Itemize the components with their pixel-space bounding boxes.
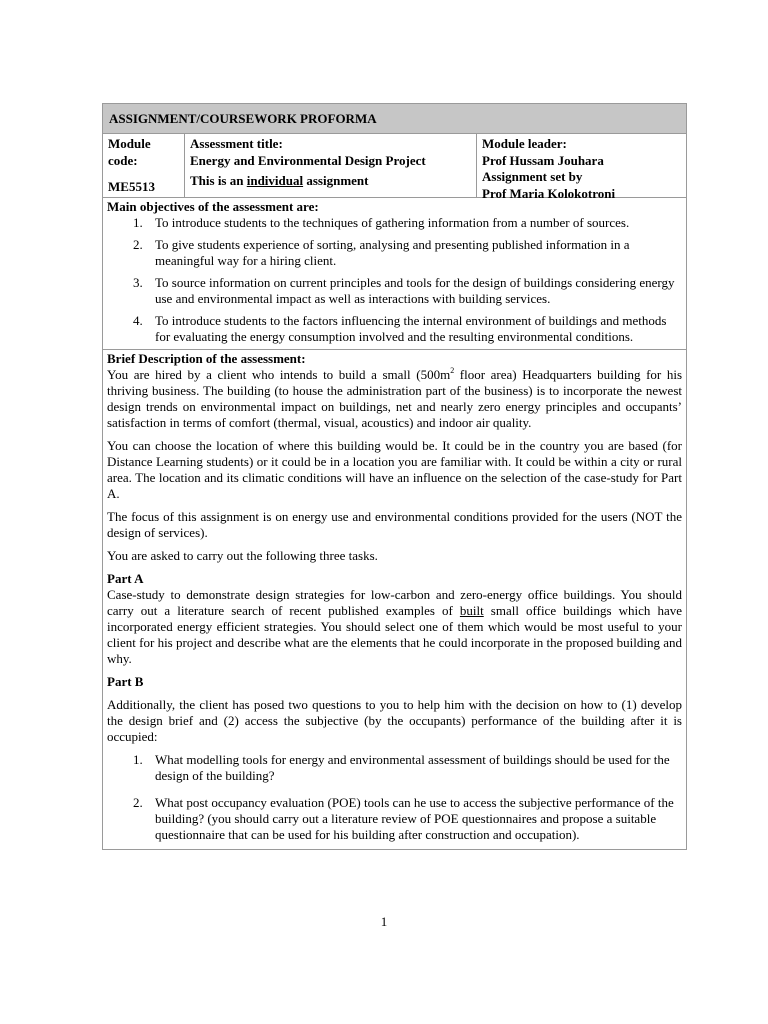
module-leader-label: Module leader: — [482, 136, 567, 151]
module-code-value: ME5513 — [108, 178, 155, 194]
objective-item: 4. To introduce students to the factors influencing the internal environment of buildings and methods for evaluating the energy consumption involved and the resulting environmental conditions. — [133, 313, 667, 344]
module-info-row — [103, 134, 686, 201]
part-b-question: 2. What post occupancy evaluation (POE) tools can he use to access the subjective performance of the building? (you should carry out a literature review of POE questionnaires and propose a suitable questionnaire that can be used for his building after construction and occupation). — [133, 795, 674, 842]
part-a-heading: Part A — [107, 571, 144, 586]
proforma-table — [102, 103, 687, 850]
objective-item: 1. To introduce students to the techniques of gathering information from a number of sources. — [133, 215, 630, 230]
module-leader-cell — [477, 134, 686, 201]
assessment-title-value: Energy and Environmental Design Project — [190, 152, 426, 168]
part-b-question: 1. What modelling tools for energy and environmental assessment of buildings should be used for the design of the building? — [133, 752, 670, 783]
module-code-label-line2: code: — [108, 152, 138, 168]
assessment-title-cell — [185, 134, 477, 197]
individual-prefix: This is an — [190, 173, 247, 188]
objectives-list — [107, 215, 682, 345]
part-b-intro: Additionally, the client has posed two questions to you to help him with the decision on how to (1) develop the design brief and (2) access the subjective (by the occupants) performance of the building after it is occupied: — [107, 697, 682, 744]
part-b-heading: Part B — [107, 674, 144, 689]
brief-paragraph-3: The focus of this assignment is on energy use and environmental conditions provided for the users (NOT the design of services). — [107, 509, 682, 540]
assignment-set-by-label: Assignment set by — [482, 169, 583, 184]
objective-item: 2. To give students experience of sorting, analysing and presenting published information in a meaningful way for a hiring client. — [133, 237, 630, 268]
module-leader-name: Prof Hussam Jouhara — [482, 152, 604, 168]
individual-assignment-note — [190, 173, 471, 190]
assessment-title-label: Assessment title: — [190, 136, 283, 151]
module-code-label-line1: Module — [108, 136, 151, 151]
brief-description-section — [103, 350, 686, 849]
assignment-set-by-name: Prof Maria Kolokotroni — [482, 185, 616, 201]
page-number: 1 — [380, 914, 388, 929]
objectives-section — [103, 198, 686, 350]
brief-paragraph-1: You are hired by a client who intends to build a small ($500m^2$ floor area) Headquarters building for his thriving business. The building (to house the administration part of the business) is to incorporate the newest design trends on environmental impact on buildings, net and nearly zero energy principles and occupants’ satisfaction in terms of comfort (thermal, visual, acoustics) and indoor air quality. — [107, 365, 682, 430]
proforma-title: ASSIGNMENT/COURSEWORK PROFORMA — [103, 104, 686, 134]
individual-suffix: assignment — [303, 173, 369, 188]
individual-word: individual — [246, 173, 304, 188]
objectives-heading: Main objectives of the assessment are: — [107, 199, 319, 214]
brief-heading: Brief Description of the assessment: — [107, 351, 306, 366]
brief-paragraph-2: You can choose the location of where this building would be. It could be in the country you are based (for Distance Learning students) or it could be in a location you are familiar with. It could be within a city or rural area. The location and its climatic conditions will have an influence on the selection of the case-study for Part A. — [107, 438, 682, 501]
module-code-cell — [103, 134, 185, 197]
part-a-text: Case-study to demonstrate design strategies for low-carbon and zero-energy office buildings. You should carry out a literature search of recent published examples of built small office buildings which have incorporated energy efficient strategies. You should select one of them which would be most useful to your client for his project and describe what are the elements that he could incorporate in the proposed building and why. — [107, 587, 682, 666]
part-b-questions — [107, 752, 682, 843]
objective-item: 3. To source information on current principles and tools for the design of buildings considering energy use and environmental impact as well as interactions with building services. — [133, 275, 675, 306]
brief-paragraph-4: You are asked to carry out the following three tasks. — [107, 548, 378, 563]
